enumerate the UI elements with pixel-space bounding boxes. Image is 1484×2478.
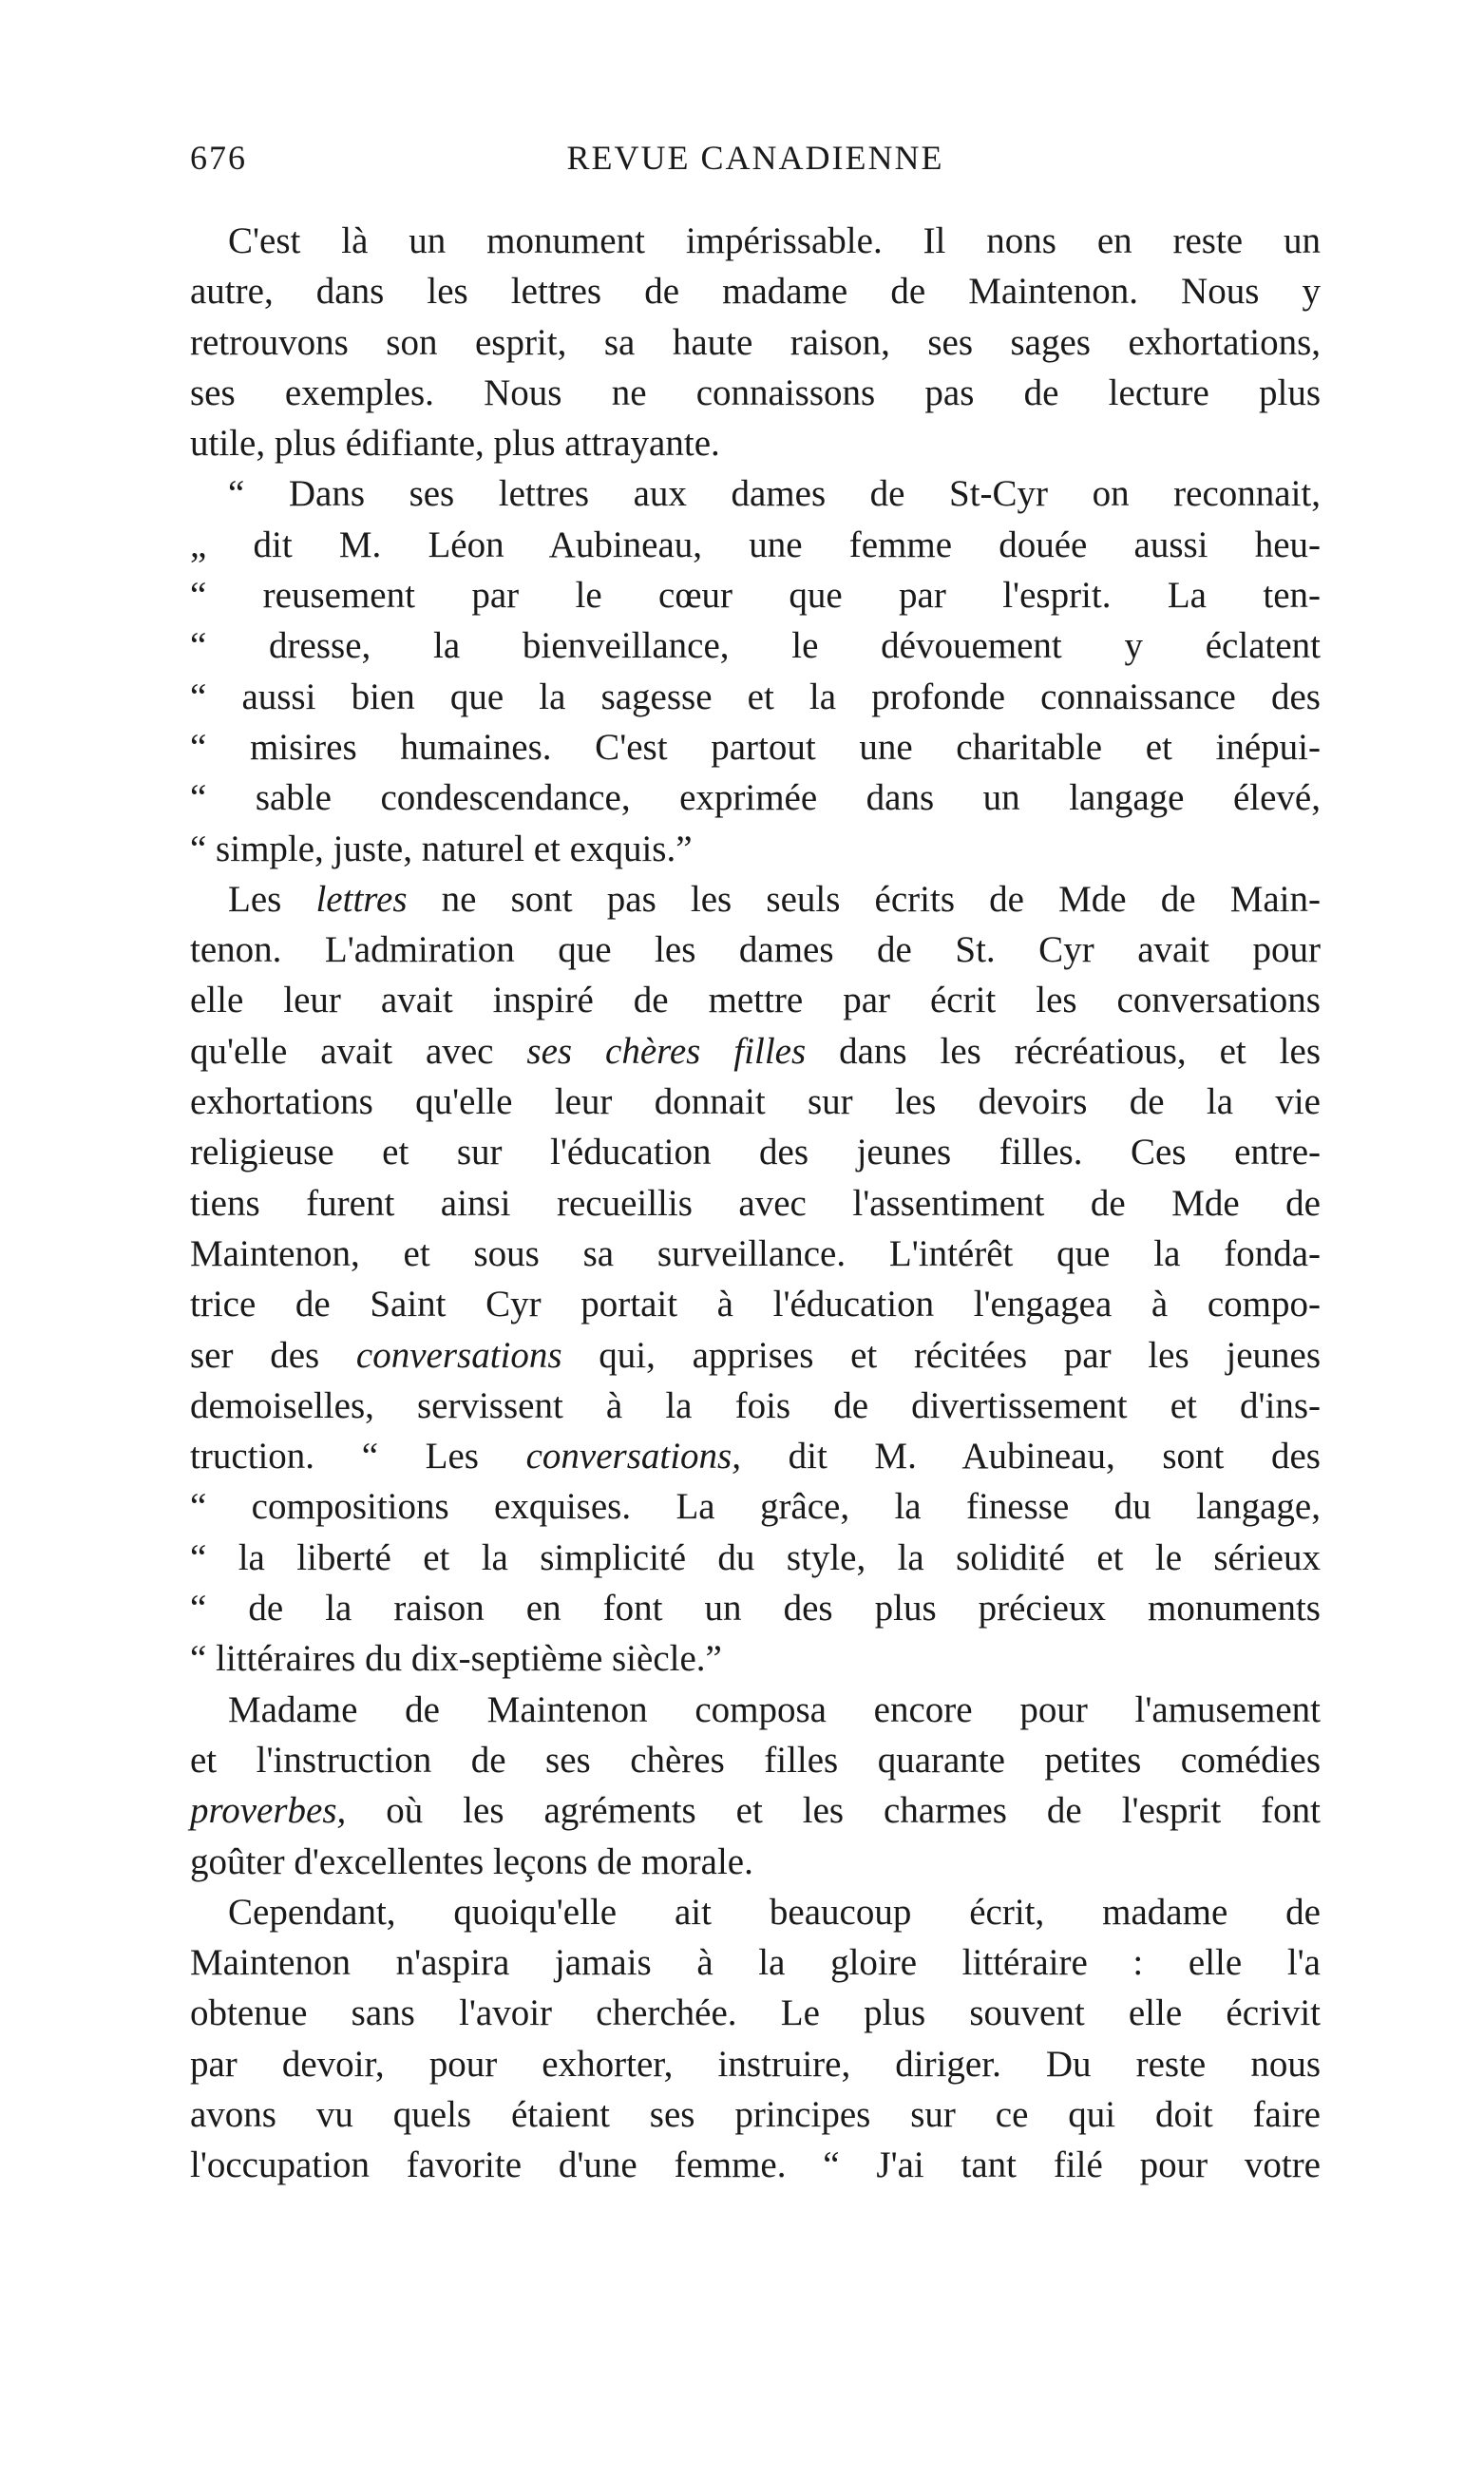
text-fragment: ses exemples. Nous ne connaissons pas de lecture plus — [190, 372, 1321, 413]
text-line — [190, 1887, 1321, 1937]
text-line — [190, 975, 1321, 1025]
text-fragment: goûter d'excellentes leçons de morale. — [190, 1840, 753, 1882]
text-line — [190, 1735, 1321, 1785]
text-line — [190, 2089, 1321, 2140]
text-fragment: l'occupation favorite d'une femme. “ J'ai tant filé pour votre — [190, 2144, 1321, 2186]
text-line — [190, 2039, 1321, 2089]
text-fragment: dit M. Aubineau, sont des — [740, 1436, 1321, 1477]
text-line — [190, 1583, 1321, 1633]
text-fragment: retrouvons son esprit, sa haute raison, ses sages exhortations, — [190, 321, 1321, 363]
text-fragment: C'est là un monument impérissable. Il nons en reste un — [228, 220, 1321, 261]
text-fragment: Maintenon, et sous sa surveillance. L'intérêt que la fonda- — [190, 1232, 1321, 1274]
text-fragment: “ aussi bien que la sagesse et la profonde connaissance des — [190, 676, 1321, 717]
text-line — [190, 620, 1321, 671]
text-fragment: “ compositions exquises. La grâce, la finesse du langage, — [190, 1486, 1321, 1528]
text-line — [190, 368, 1321, 418]
text-fragment: dans les récréatious, et les — [806, 1030, 1321, 1072]
text-line — [190, 1988, 1321, 2038]
text-line — [190, 722, 1321, 772]
text-fragment: autre, dans les lettres de madame de Maintenon. Nous y — [190, 271, 1321, 313]
text-line — [190, 924, 1321, 975]
page — [190, 138, 1321, 2191]
text-fragment: ser des — [190, 1334, 356, 1376]
text-fragment: Madame de Maintenon composa encore pour l'amusement — [228, 1688, 1321, 1730]
text-line — [190, 772, 1321, 823]
italic-fragment: lettres — [315, 878, 408, 920]
text-fragment: elle leur avait inspiré de mettre par écrit les conversations — [190, 980, 1321, 1021]
text-line — [190, 1937, 1321, 1988]
text-line — [190, 1330, 1321, 1381]
text-fragment: trice de Saint Cyr portait à l'éducation l'engagea à compo- — [190, 1284, 1321, 1325]
text-line — [190, 1077, 1321, 1127]
text-fragment: “ Dans ses lettres aux dames de St-Cyr on reconnait, — [228, 473, 1321, 515]
text-line — [190, 520, 1321, 570]
text-fragment: par devoir, pour exhorter, instruire, diriger. Du reste nous — [190, 2043, 1321, 2085]
text-fragment: qu'elle avait avec — [190, 1030, 527, 1072]
text-fragment: religieuse et sur l'éducation des jeunes filles. Ces entre- — [190, 1132, 1321, 1173]
text-line — [190, 1381, 1321, 1431]
text-line — [190, 1533, 1321, 1583]
text-line — [190, 2140, 1321, 2190]
text-fragment: “ littéraires du dix-septième siècle.” — [190, 1638, 722, 1680]
text-fragment: “ de la raison en font un des plus précieux monuments — [190, 1588, 1321, 1630]
text-line — [190, 1127, 1321, 1177]
text-line — [190, 317, 1321, 368]
text-fragment: demoiselles, servissent à la fois de divertissement et d'ins- — [190, 1384, 1321, 1426]
text-line — [190, 672, 1321, 722]
italic-fragment: ses chères filles — [526, 1030, 807, 1072]
italic-fragment: conversations — [355, 1334, 562, 1376]
text-line — [190, 1481, 1321, 1532]
text-line — [190, 824, 1321, 874]
page-number: 676 — [190, 139, 247, 177]
text-line — [190, 1229, 1321, 1279]
text-line — [190, 1026, 1321, 1077]
text-fragment: “ dresse, la bienveillance, le dévouement y éclatent — [190, 625, 1321, 667]
italic-fragment: conversations, — [525, 1436, 741, 1477]
body-text — [190, 216, 1321, 2191]
text-line — [190, 1633, 1321, 1684]
text-line — [190, 1685, 1321, 1735]
text-fragment: avons vu quels étaient ses principes sur ce qui doit faire — [190, 2093, 1321, 2135]
text-fragment: “ reusement par le cœur que par l'esprit. La ten- — [190, 575, 1321, 617]
text-line — [190, 874, 1321, 924]
text-fragment: “ sable condescendance, exprimée dans un langage élevé, — [190, 777, 1321, 819]
text-fragment: où les agréments et les charmes de l'esprit font — [346, 1790, 1321, 1832]
text-fragment: et l'instruction de ses chères filles quarante petites comédies — [190, 1739, 1321, 1781]
running-head — [190, 138, 1321, 195]
text-line — [190, 468, 1321, 519]
text-fragment: exhortations qu'elle leur donnait sur les devoirs de la vie — [190, 1081, 1321, 1123]
text-fragment: truction. “ Les — [190, 1436, 526, 1477]
text-fragment: obtenue sans l'avoir cherchée. Le plus souvent elle écrivit — [190, 1992, 1321, 2034]
text-line — [190, 570, 1321, 620]
text-line — [190, 266, 1321, 316]
text-fragment: Les — [228, 878, 316, 920]
text-line — [190, 1431, 1321, 1481]
text-line — [190, 1178, 1321, 1229]
italic-fragment: proverbes, — [190, 1790, 347, 1832]
text-line — [190, 1837, 1321, 1887]
text-line — [190, 1279, 1321, 1329]
text-fragment: „ dit M. Léon Aubineau, une femme douée aussi heu- — [190, 524, 1321, 565]
text-fragment: “ la liberté et la simplicité du style, la solidité et le sérieux — [190, 1536, 1321, 1578]
text-fragment: qui, apprises et récitées par les jeunes — [561, 1334, 1321, 1376]
text-fragment: utile, plus édifiante, plus attrayante. — [190, 423, 720, 465]
journal-title: REVUE CANADIENNE — [566, 139, 944, 177]
text-fragment: ne sont pas les seuls écrits de Mde de Main- — [407, 878, 1321, 920]
text-fragment: “ simple, juste, naturel et exquis.” — [190, 828, 693, 869]
text-fragment: “ misires humaines. C'est partout une charitable et inépui- — [190, 726, 1321, 768]
text-line — [190, 418, 1321, 468]
text-fragment: tiens furent ainsi recueillis avec l'assentiment de Mde de — [190, 1182, 1321, 1224]
text-line — [190, 1785, 1321, 1836]
text-fragment: tenon. L'admiration que les dames de St. Cyr avait pour — [190, 929, 1321, 971]
text-line — [190, 216, 1321, 266]
text-fragment: Cependant, quoiqu'elle ait beaucoup écrit, madame de — [228, 1891, 1321, 1933]
text-fragment: Maintenon n'aspira jamais à la gloire littéraire : elle l'a — [190, 1942, 1321, 1984]
